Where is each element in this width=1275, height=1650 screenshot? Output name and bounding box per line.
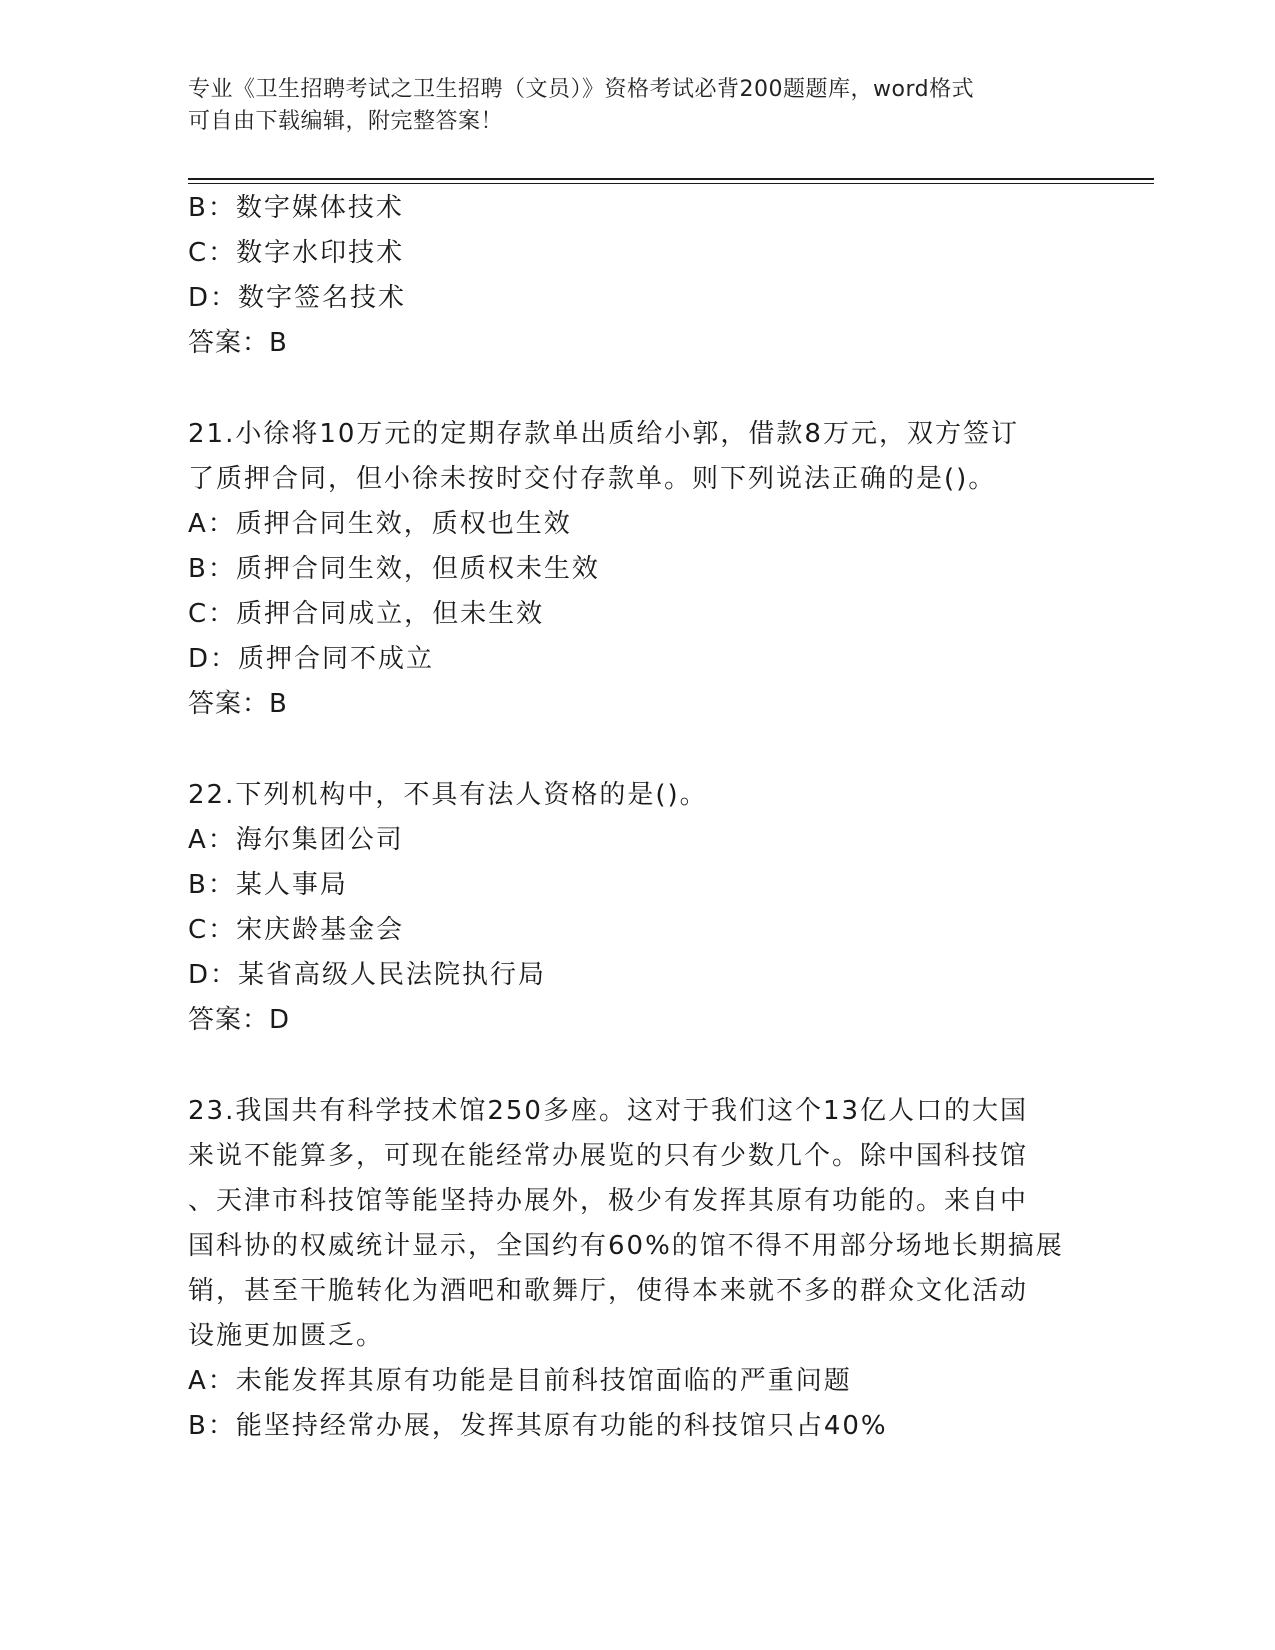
option-a: A：未能发挥其原有功能是目前科技馆面临的严重问题: [188, 1366, 852, 1396]
option-c: C：数字水印技术: [188, 238, 405, 268]
option-b: B：质押合同生效，但质权未生效: [188, 554, 600, 584]
option-d: D：某省高级人民法院执行局: [188, 960, 547, 990]
question-21: [188, 412, 1088, 727]
question-22: [188, 773, 1088, 1043]
option-b: B：某人事局: [188, 870, 348, 900]
question-stem-line: 了质押合同，但小徐未按时交付存款单。则下列说法正确的是()。: [188, 464, 997, 494]
answer-line: 答案：B: [188, 689, 288, 719]
answer-line: 答案：B: [188, 328, 288, 358]
option-c: C：宋庆龄基金会: [188, 915, 405, 945]
option-d: D：数字签名技术: [188, 283, 407, 313]
header-title-line-2: 可自由下载编辑，附完整答案！: [188, 109, 504, 134]
question-stem-line: 21.小徐将10万元的定期存款单出质给小郭，借款8万元，双方签订: [188, 419, 1019, 449]
header-divider-thick: [188, 178, 1154, 180]
option-a: A：质押合同生效，质权也生效: [188, 509, 572, 539]
option-a: A：海尔集团公司: [188, 825, 404, 855]
spacer: [188, 1043, 1088, 1089]
question-stem-line: 23.我国共有科学技术馆250多座。这对于我们这个13亿人口的大国: [188, 1096, 1029, 1126]
header-title-line-1: 专业《卫生招聘考试之卫生招聘（文员）》资格考试必背200题题库，word格式: [188, 77, 975, 102]
option-d: D：质押合同不成立: [188, 644, 435, 674]
question-stem-line: 、天津市科技馆等能坚持办展外，极少有发挥其原有功能的。来自中: [188, 1186, 1029, 1216]
question-23: [188, 1089, 1088, 1449]
option-b: B：数字媒体技术: [188, 193, 404, 223]
question-stem-line: 22.下列机构中，不具有法人资格的是()。: [188, 780, 708, 810]
question-stem-line: 来说不能算多，可现在能经常办展览的只有少数几个。除中国科技馆: [188, 1141, 1029, 1171]
document-header: [188, 74, 1068, 138]
answer-line: 答案：D: [188, 1005, 291, 1035]
option-c: C：质押合同成立，但未生效: [188, 599, 545, 629]
prev-question-block: [188, 186, 1088, 366]
question-stem-line: 设施更加匮乏。: [188, 1321, 385, 1351]
question-content: [188, 186, 1088, 1449]
option-b: B：能坚持经常办展，发挥其原有功能的科技馆只占40%: [188, 1411, 888, 1441]
question-stem-line: 国科协的权威统计显示，全国约有60%的馆不得不用部分场地长期搞展: [188, 1231, 1064, 1261]
spacer: [188, 727, 1088, 773]
question-stem-line: 销，甚至干脆转化为酒吧和歌舞厅，使得本来就不多的群众文化活动: [188, 1276, 1029, 1306]
spacer: [188, 366, 1088, 412]
header-divider-thin: [188, 183, 1154, 184]
